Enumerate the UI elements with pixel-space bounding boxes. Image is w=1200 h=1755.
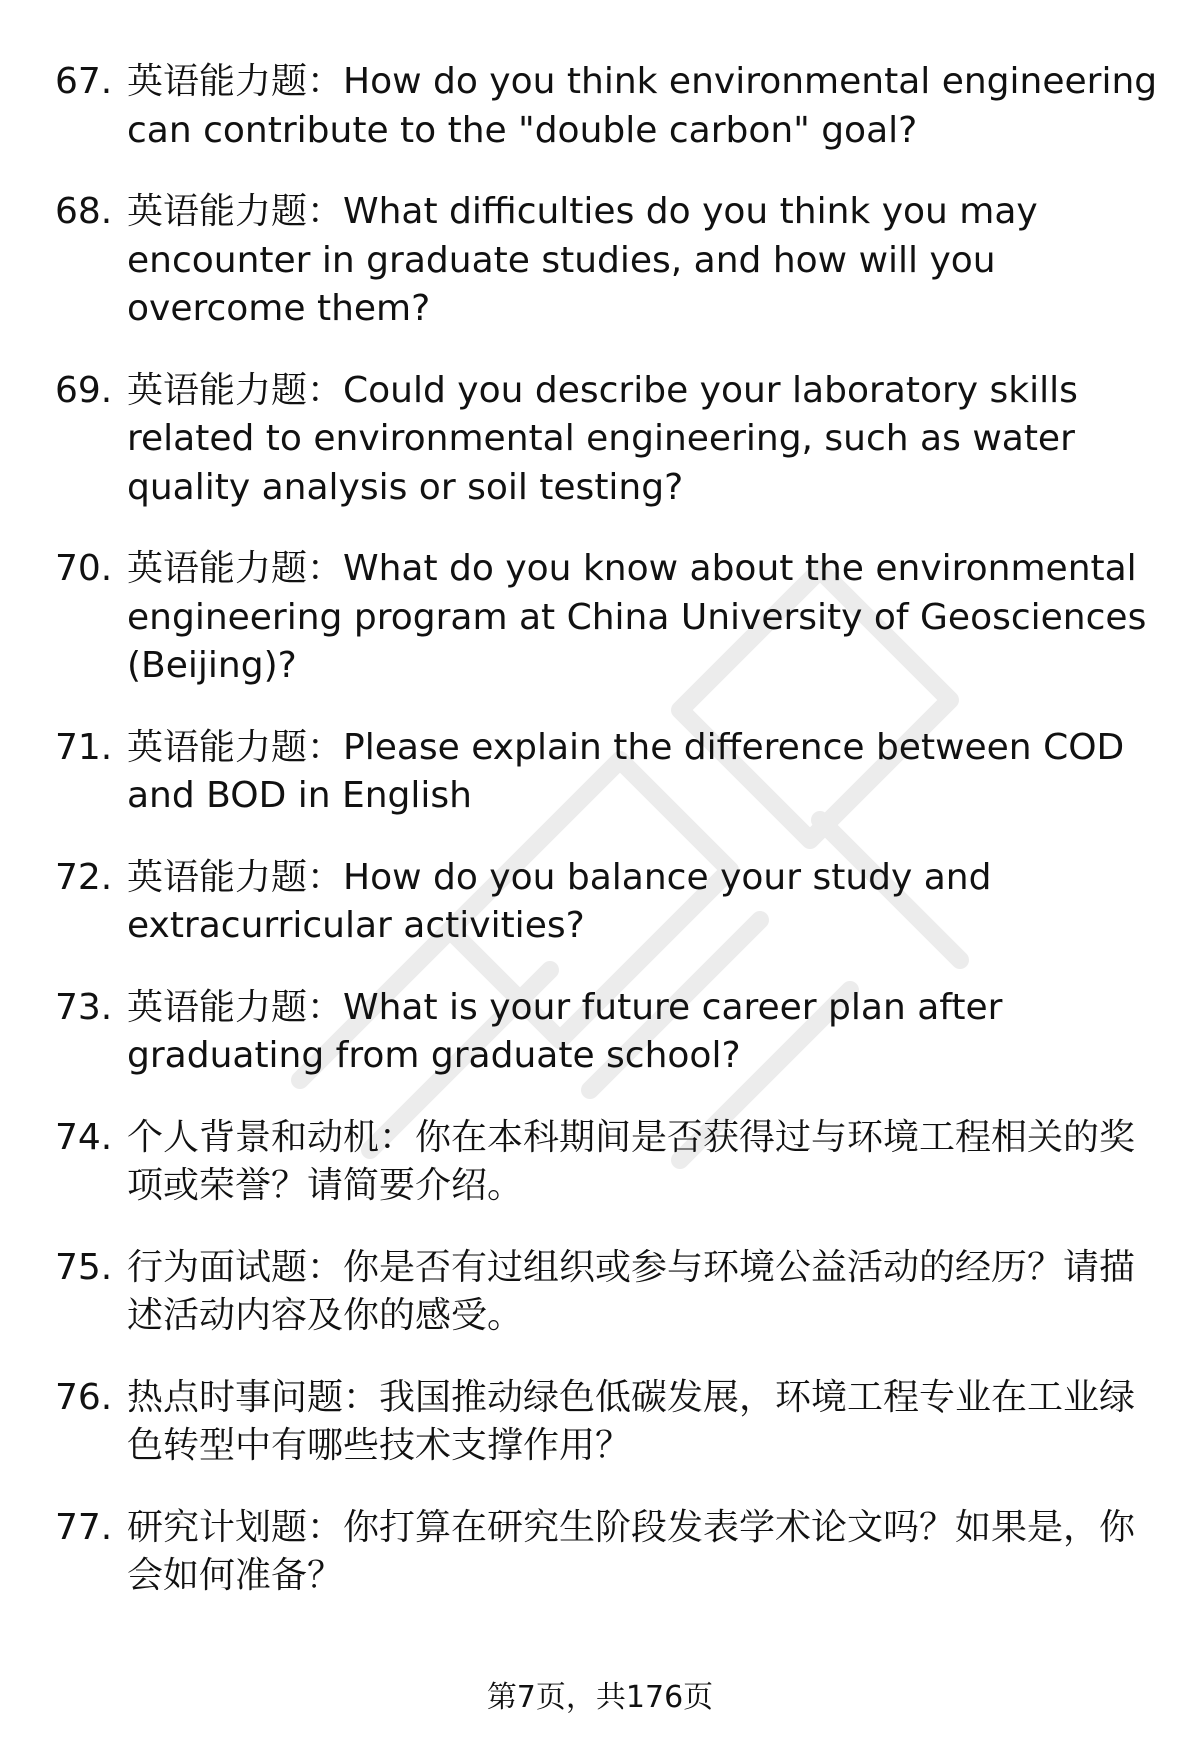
question-item [55, 188, 1165, 334]
question-item [55, 984, 1165, 1081]
question-text: 行为面试题：你是否有过组织或参与环境公益活动的经历？请描述活动内容及你的感受。 [127, 1246, 1136, 1336]
question-item [55, 545, 1165, 691]
question-number: 75. [55, 1246, 113, 1288]
question-item [55, 367, 1165, 513]
question-item [55, 1374, 1165, 1471]
question-text: 研究计划题：你打算在研究生阶段发表学术论文吗？如果是，你会如何准备？ [127, 1506, 1136, 1596]
question-text: 个人背景和动机：你在本科期间是否获得过与环境工程相关的奖项或荣誉？请简要介绍。 [127, 1116, 1136, 1206]
question-number: 71. [55, 726, 113, 768]
question-item [55, 1244, 1165, 1341]
question-number: 70. [55, 548, 113, 589]
question-number: 73. [55, 986, 113, 1028]
question-text: 英语能力题：What do you know about the environmental engineering program at China University of Geosciences (Beijing)? [127, 548, 1147, 686]
question-item [55, 1114, 1165, 1211]
page-number-label: 第7页，共176页 [486, 1680, 714, 1715]
question-item [55, 58, 1165, 155]
question-text: 英语能力题：What difficulties do you think you may encounter in graduate studies, and how will you overcome them? [127, 191, 1038, 329]
question-item [55, 724, 1165, 821]
question-number: 72. [55, 856, 113, 898]
question-number: 77. [55, 1506, 113, 1548]
question-text: 英语能力题：How do you balance your study and extracurricular activities? [127, 856, 992, 946]
question-number: 74. [55, 1116, 113, 1158]
question-text: 英语能力题：Could you describe your laboratory skills related to environmental engineering, such as water quality analysis or soil testing? [127, 369, 1078, 508]
question-number: 68. [55, 191, 113, 232]
question-number: 76. [55, 1376, 113, 1418]
question-text: 英语能力题：How do you think environmental engineering can contribute to the "double carbon" goal? [127, 61, 1158, 151]
question-list [55, 58, 1165, 1634]
question-text: 热点时事问题：我国推动绿色低碳发展，环境工程专业在工业绿色转型中有哪些技术支撑作用？ [127, 1376, 1136, 1466]
question-number: 67. [55, 61, 113, 102]
question-text: 英语能力题：What is your future career plan after graduating from graduate school? [127, 986, 1003, 1076]
question-number: 69. [55, 369, 113, 411]
question-item [55, 1504, 1165, 1601]
question-text: 英语能力题：Please explain the difference between COD and BOD in English [127, 726, 1125, 816]
question-item [55, 854, 1165, 951]
page-footer [0, 1678, 1200, 1718]
